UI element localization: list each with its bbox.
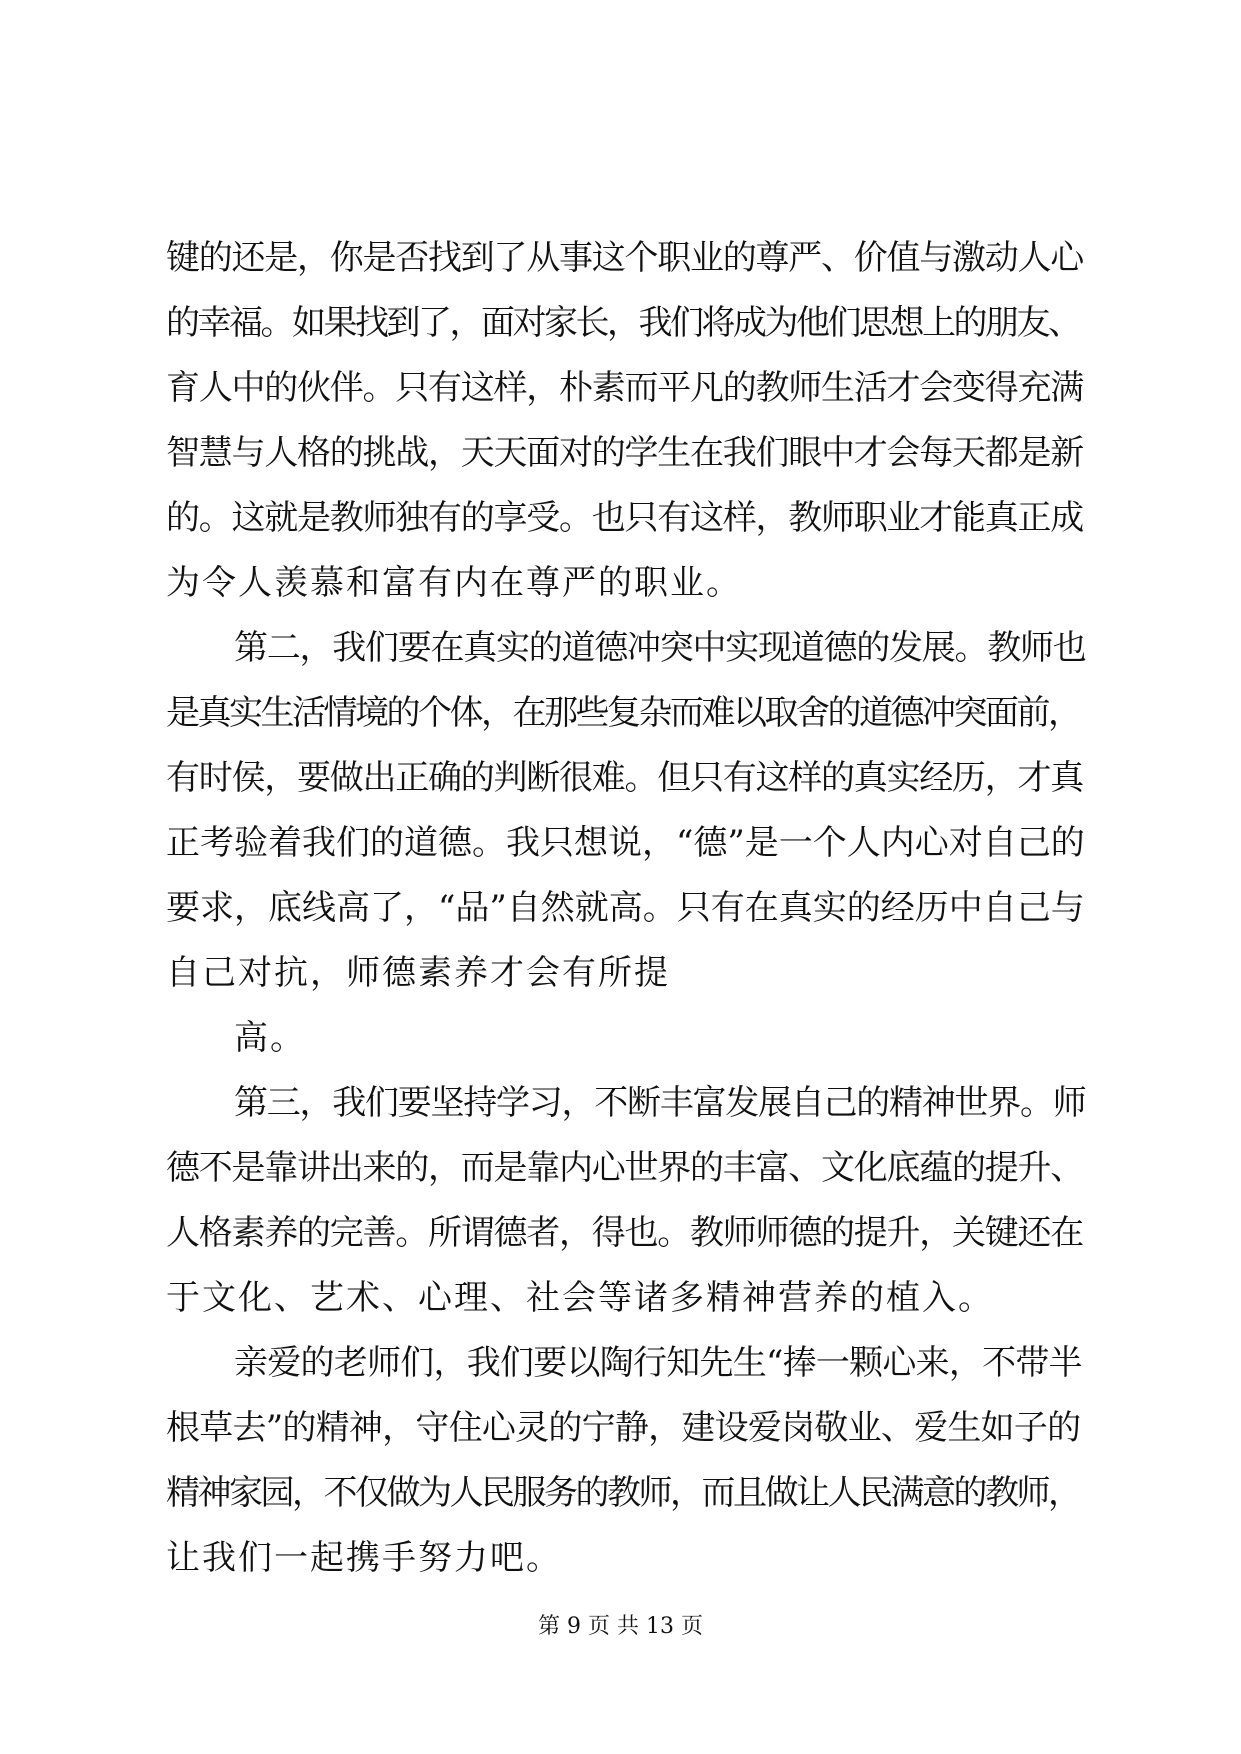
text-line: 精神家园，不仅做为人民服务的教师，而且做让人民满意的教师， (166, 1473, 1080, 1513)
text-line: 让我们一起携手努力吧。 (166, 1538, 562, 1578)
text-line: 自己对抗，师德素养才会有所提 (166, 953, 670, 993)
text-line: 于文化、艺术、心理、社会等诸多精神营养的植入。 (166, 1278, 994, 1318)
text-line: 第三，我们要坚持学习，不断丰富发展自己的精神世界。师 (234, 1083, 1086, 1123)
document-body (166, 226, 1086, 1591)
text-line: 键的还是，你是否找到了从事这个职业的尊严、价值与激动人心 (166, 238, 1083, 278)
text-line: 智慧与人格的挑战，天天面对的学生在我们眼中才会每天都是新 (166, 433, 1083, 473)
page-footer: 第 9 页 共 13 页 (538, 1614, 703, 1639)
text-line: 亲爱的老师们，我们要以陶行知先生“捧一颗心来，不带半 (234, 1343, 1082, 1383)
text-line: 为令人羡慕和富有内在尊严的职业。 (166, 563, 742, 603)
text-line: 人格素养的完善。所谓德者，得也。教师师德的提升，关键还在 (166, 1213, 1083, 1253)
text-line: 要求，底线高了，“品”自然就高。只有在真实的经历中自己与 (166, 888, 1085, 928)
text-line: 根草去”的精神，守住心灵的宁静，建设爱岗敬业、爱生如子的 (166, 1408, 1081, 1448)
text-line: 的。这就是教师独有的享受。也只有这样，教师职业才能真正成 (166, 498, 1083, 538)
text-line: 高。 (234, 1018, 306, 1058)
text-line: 是真实生活情境的个体，在那些复杂而难以取舍的道德冲突面前， (166, 693, 1080, 733)
text-line: 第二，我们要在真实的道德冲突中实现道德的发展。教师也 (234, 628, 1086, 668)
text-line: 育人中的伙伴。只有这样，朴素而平凡的教师生活才会变得充满 (166, 368, 1083, 408)
text-line: 正考验着我们的道德。我只想说，“德”是一个人内心对自己的 (166, 823, 1085, 863)
text-line: 有时侯，要做出正确的判断很难。但只有这样的真实经历，才真 (166, 758, 1083, 798)
text-line: 的幸福。如果找到了，面对家长，我们将成为他们思想上的朋友、 (166, 303, 1080, 343)
text-line: 德不是靠讲出来的，而是靠内心世界的丰富、文化底蕴的提升、 (166, 1148, 1083, 1188)
